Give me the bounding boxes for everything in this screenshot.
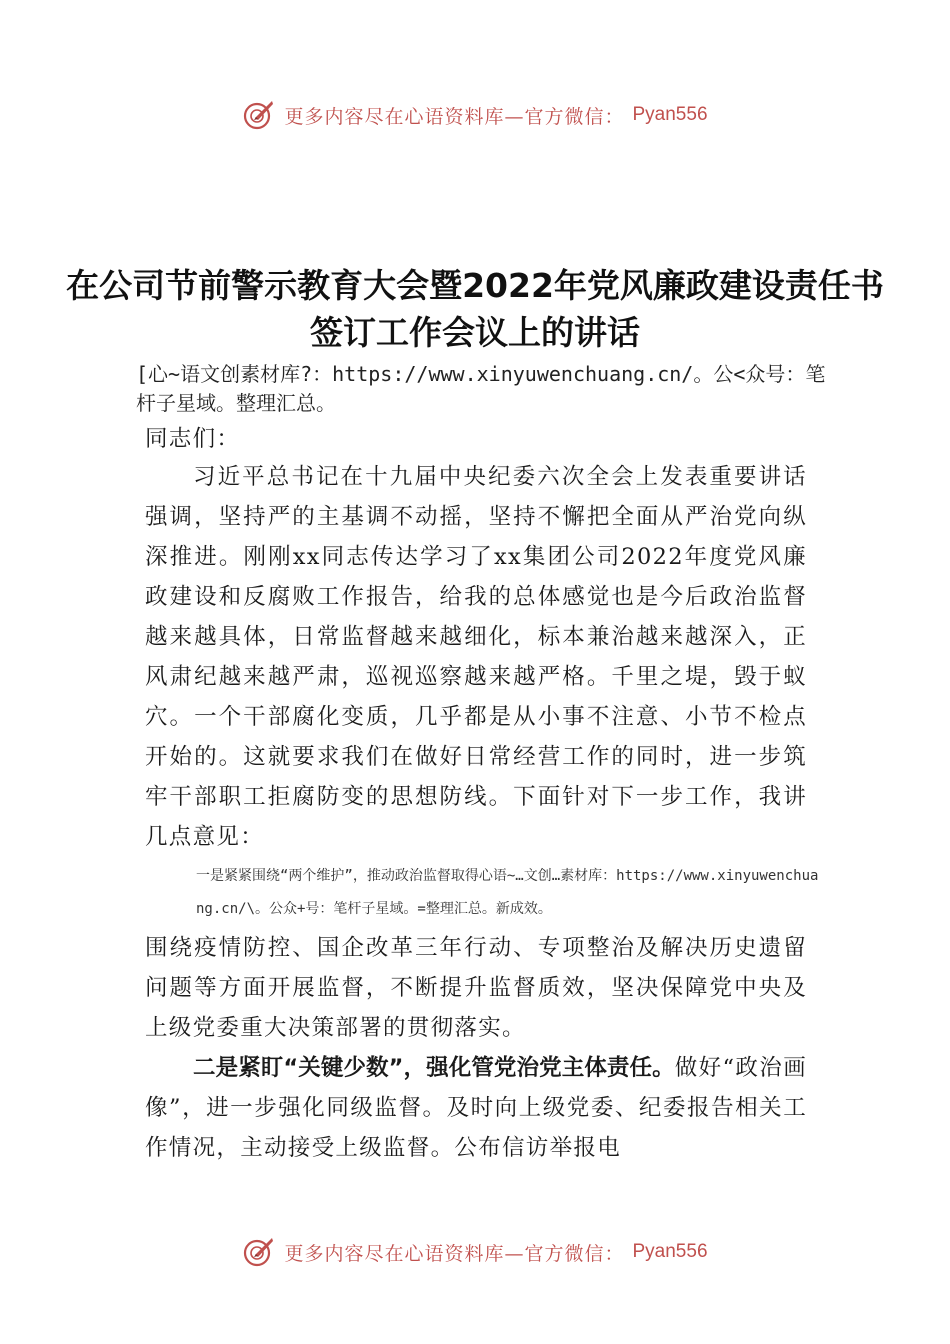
banner-text: 更多内容尽在心语资料库—官方微信： [284,1242,625,1265]
paragraph-3 [145,1048,807,1168]
footer-banner [0,1232,950,1272]
banner-wechat-id: Pyan556 [632,1241,708,1262]
inline-small-note: 一是紧紧围绕“两个维护”，推动政治监督取得心语~…文创…素材库：https://www.xinyuwenchuang.cn/\。公众+号：笔杆子星域。=整理汇总。新成效。 [196,868,819,917]
document-title: 在公司节前警示教育大会暨2022年党风廉政建设责任书签订工作会议上的讲话 [66,266,884,352]
banner-wechat-id: Pyan556 [632,104,708,125]
paragraph-3-lead: 二是紧盯“关键少数”，强化管党治党主体责任。 [193,1055,675,1081]
paragraph-1: 习近平总书记在十九届中央纪委六次全会上发表重要讲话强调，坚持严的主基调不动摇，坚持不懈把全面从严治党向纵深推进。刚刚xx同志传达学习了xx集团公司2022年度党风廉政建设和反腐败工作报告，给我的总体感觉也是今后政治监督越来越具体，日常监督越来越细化，标本兼治越来越深入，正风肃纪越来越严肃，巡视巡察越来越严格。千里之堤，毁于蚁穴。一个干部腐化变质，几乎都是从小事不注意、小节不检点开始的。这就要求我们在做好日常经营工作的同时，进一步筑牢干部职工拒腐防变的思想防线。下面针对下一步工作，我讲几点意见： [145,464,807,850]
greeting: 同志们： [145,426,241,452]
quill-pen-circle-icon [242,1235,276,1269]
source-note: [心~语文创素材库?：https://www.xinyuwenchuang.cn/。公<众号：笔杆子星域。整理汇总。 [136,362,826,415]
paragraph-2: 围绕疫情防控、国企改革三年行动、专项整治及解决历史遗留问题等方面开展监督，不断提升监督质效，坚决保障党中央及上级党委重大决策部署的贯彻落实。 [145,935,807,1041]
header-banner [0,95,950,135]
paragraph-3-rest: 做好“政治画像”，进一步强化同级监督。及时向上级党委、纪委报告相关工作情况，主动接受上级监督。公布信访举报电 [145,1055,807,1161]
banner-text: 更多内容尽在心语资料库—官方微信： [284,105,625,128]
quill-pen-circle-icon [242,98,276,132]
